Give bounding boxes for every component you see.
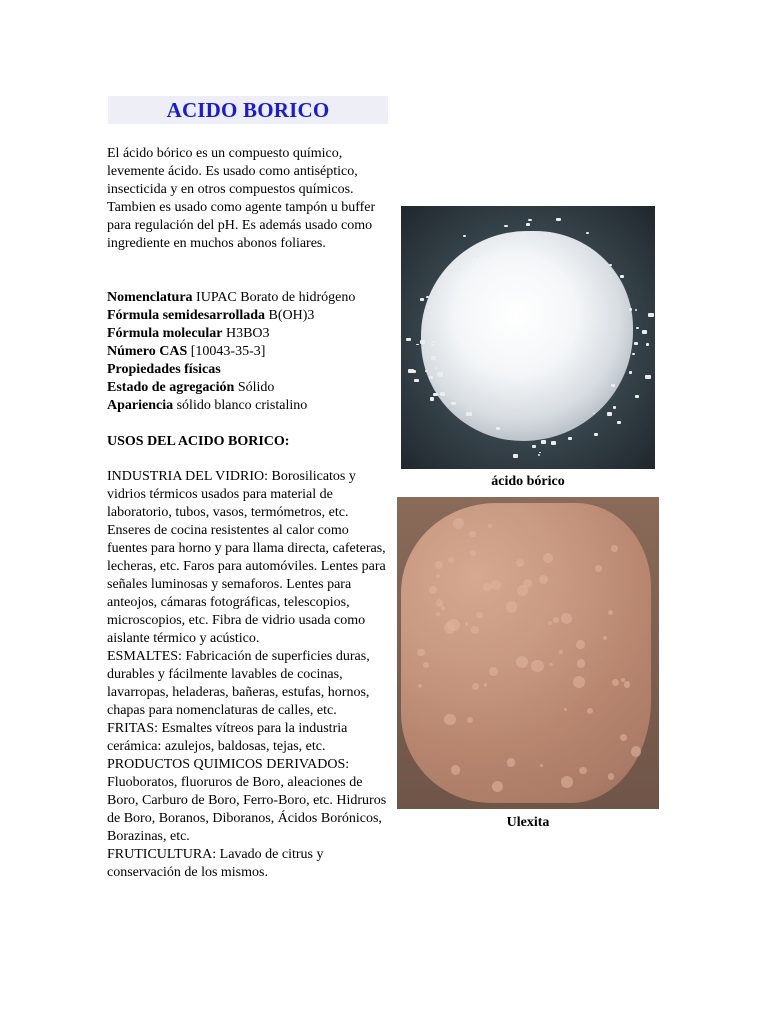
use-item: INDUSTRIA DEL VIDRIO: Borosilicatos y vidrios térmicos usados para material de laboratorio, tubos, vasos, termómetros, etc. Enseres de cocina resistentes al calor como fuentes para horno y para llama directa, cafeteras, lecheras, etc. Faros para automóviles. Lentes para señales luminosas y semaforos. Lentes para anteojos, cámaras fotográficas, telescopios, microscopios, etc. Fibra de vidrio usada como aislante térmico y acústico. <box>107 469 386 646</box>
crystal-grain <box>420 340 425 344</box>
properties-list <box>107 289 397 415</box>
mineral-speck <box>436 574 440 578</box>
mineral-speck <box>577 659 585 667</box>
mineral-speck <box>471 626 479 634</box>
crystal-grain <box>645 375 651 379</box>
crystal-grain <box>541 440 546 444</box>
crystal-grain <box>425 370 428 372</box>
crystal-grain <box>586 232 589 234</box>
mineral-speck <box>543 553 553 563</box>
uses-heading: USOS DEL ACIDO BORICO: <box>107 434 290 449</box>
mineral-speck <box>553 617 559 623</box>
mineral-speck <box>612 679 619 686</box>
property-value: H3BO3 <box>222 326 270 341</box>
use-item: FRITAS: Esmaltes vítreos para la industria cerámica: azulejos, baldosas, tejas, etc. <box>107 721 348 754</box>
property-line <box>107 379 397 397</box>
property-line <box>107 325 397 343</box>
crystal-grain <box>551 441 556 444</box>
property-line <box>107 361 397 379</box>
crystal-grain <box>431 356 436 360</box>
mineral-speck <box>531 660 543 672</box>
crystal-grain <box>532 445 536 448</box>
crystal-grain <box>435 367 437 369</box>
crystal-grain <box>459 268 463 271</box>
mineral-speck <box>595 565 601 571</box>
photo-caption-ulexite: Ulexita <box>506 815 550 830</box>
mineral-speck <box>489 667 498 676</box>
crystal-grain <box>607 412 613 416</box>
property-line <box>107 307 397 325</box>
crystal-grain <box>440 392 445 396</box>
mineral-speck <box>465 622 468 625</box>
property-value: IUPAC Borato de hidrógeno <box>192 290 356 305</box>
uses-list <box>107 468 392 882</box>
crystal-grain <box>577 249 579 251</box>
property-label: Estado de agregación <box>107 380 235 395</box>
crystal-grain <box>526 223 530 226</box>
crystal-grain <box>620 275 624 278</box>
mineral-speck <box>506 601 517 612</box>
mineral-speck <box>488 524 492 528</box>
crystal-grain <box>471 256 474 258</box>
property-value: Sólido <box>234 380 275 395</box>
mineral-speck <box>611 545 618 552</box>
property-value: B(OH)3 <box>265 308 315 323</box>
crystal-grain <box>629 308 633 311</box>
crystal-grain <box>617 421 622 424</box>
crystal-grain <box>406 338 411 341</box>
crystal-grain <box>610 275 612 276</box>
crystal-grain <box>466 412 472 416</box>
property-line <box>107 343 397 361</box>
crystal-grain <box>416 344 418 346</box>
mineral-speck <box>579 767 586 774</box>
crystal-grain <box>632 353 635 355</box>
mineral-speck <box>576 640 585 649</box>
crystal-grain <box>430 397 435 400</box>
property-line <box>107 289 397 307</box>
crystal-grain <box>504 225 507 227</box>
mineral-speck <box>469 531 476 538</box>
mineral-speck <box>517 585 528 596</box>
mineral-speck <box>631 746 642 757</box>
mineral-speck <box>417 649 425 657</box>
mineral-speck <box>587 708 593 714</box>
intro-text: El ácido bórico es un compuesto químico, levemente ácido. Es usado como antiséptico, insecticida y en otros compuestos químicos. Tambien es usado como agente tampón u buffer para regulación del pH. Es además usado como ingrediente en muchos abonos foliares. <box>107 146 376 251</box>
property-value: [10043-35-3] <box>187 344 266 359</box>
crystal-grain <box>634 342 638 345</box>
property-label: Fórmula semidesarrollada <box>107 308 266 323</box>
property-label: Número CAS <box>107 344 188 359</box>
crystal-grain <box>556 218 560 221</box>
boric-acid-photo <box>401 206 655 469</box>
crystal-grain <box>538 454 541 456</box>
crystal-grain <box>463 235 466 237</box>
crystal-grain <box>420 298 424 300</box>
use-item: PRODUCTOS QUIMICOS DERIVADOS: Fluoboratos, fluoruros de Boro, aleaciones de Boro, Carburo de Boro, Ferro-Boro, etc. Hidruros de Boro, Boranos, Diboranos, Ácidos Borónicos, Borazinas, etc. <box>107 757 387 844</box>
uses-heading-block <box>107 433 397 451</box>
property-value: sólido blanco cristalino <box>173 398 308 413</box>
property-label: Apariencia <box>107 398 174 413</box>
mineral-speck <box>444 714 456 726</box>
mineral-speck <box>447 619 459 631</box>
mineral-speck <box>467 717 473 723</box>
mineral-speck <box>492 781 503 792</box>
use-item: FRUTICULTURA: Lavado de citrus y conservación de los mismos. <box>107 847 324 880</box>
mineral-speck <box>624 681 630 687</box>
crystal-grain <box>408 369 414 373</box>
crystal-grain <box>414 379 419 382</box>
photo-caption-boric-acid: ácido bórico <box>491 474 565 489</box>
crystal-grain <box>636 327 639 329</box>
use-item: ESMALTES: Fabricación de superficies duras, durables y fácilmente lavables de cocinas, lavarropas, heladeras, bañeras, estufas, hornos, chapas para nomenclaturas de calles, etc. <box>107 649 370 718</box>
crystal-grain <box>629 371 633 374</box>
crystal-grain <box>594 433 599 436</box>
mineral-speck <box>559 650 563 654</box>
mineral-speck <box>549 663 553 667</box>
mineral-speck <box>548 621 552 625</box>
mineral-speck <box>564 708 567 711</box>
crystal-grain <box>433 393 438 396</box>
title-banner <box>108 96 388 124</box>
crystal-grain <box>636 396 639 398</box>
property-label: Fórmula molecular <box>107 326 223 341</box>
crystal-grain <box>568 437 572 440</box>
crystal-grain <box>528 219 532 222</box>
crystal-grain <box>479 246 482 248</box>
mineral-speck <box>484 683 488 687</box>
crystal-grain <box>443 272 448 276</box>
mineral-speck <box>561 776 573 788</box>
mineral-speck <box>603 636 607 640</box>
mineral-speck <box>436 612 440 616</box>
mineral-speck <box>441 606 445 610</box>
crystal-grain <box>451 402 456 405</box>
intro-paragraph <box>107 145 397 253</box>
page-title: ACIDO BORICO <box>166 97 330 122</box>
mineral-speck <box>423 662 429 668</box>
crystal-grain <box>613 406 617 409</box>
property-label: Nomenclatura <box>107 290 193 305</box>
mineral-speck <box>476 612 482 618</box>
mineral-speck <box>483 583 491 591</box>
crystal-grain <box>438 373 444 377</box>
crystal-grain <box>521 232 527 236</box>
property-label: Propiedades físicas <box>107 362 221 377</box>
crystal-grain <box>648 313 653 317</box>
crystal-grain <box>646 343 650 346</box>
mineral-speck <box>561 613 571 623</box>
crystal-pile <box>421 231 633 441</box>
crystal-grain <box>635 309 637 310</box>
crystal-grain <box>513 454 518 458</box>
mineral-speck <box>451 765 460 774</box>
ulexite-photo <box>397 497 659 809</box>
mineral-speck <box>435 561 443 569</box>
property-line <box>107 397 397 415</box>
mineral-speck <box>540 764 543 767</box>
crystal-grain <box>432 341 435 343</box>
